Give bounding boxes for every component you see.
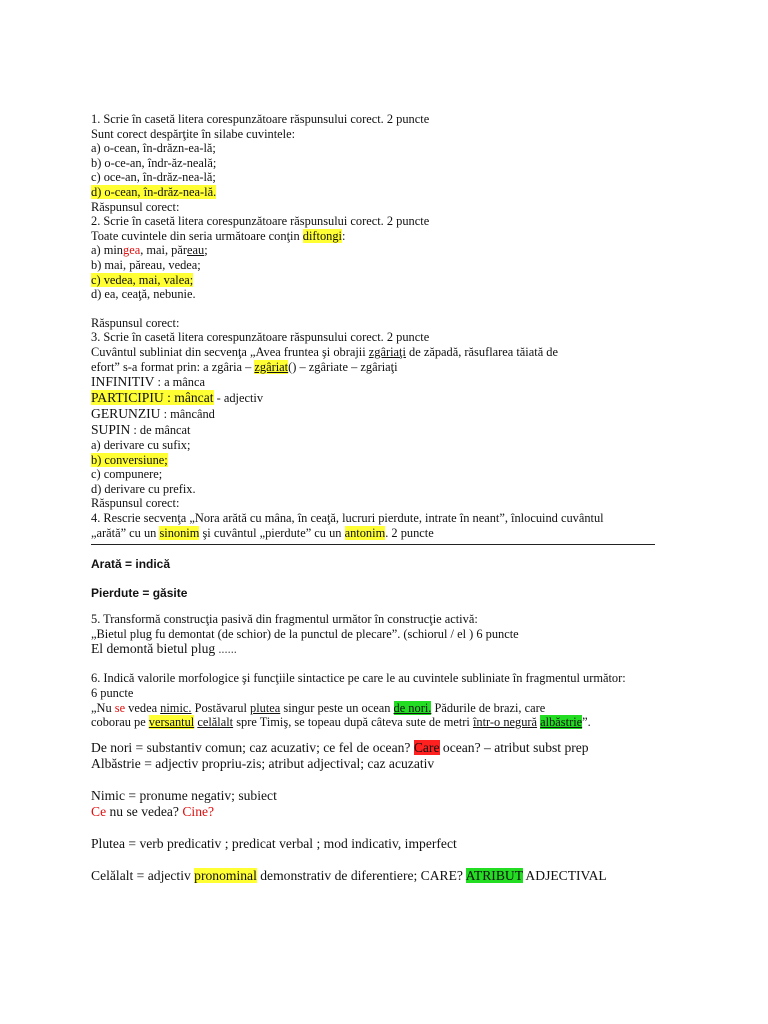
q4-sinonim-highlight: sinonim xyxy=(159,525,200,540)
q6-versantul-highlight: versantul xyxy=(148,715,195,730)
q4-line2: „arătă” cu un sinonim şi cuvântul „pierdute” cu un antonim. 2 puncte xyxy=(91,525,434,540)
q6-points: 6 puncte xyxy=(91,686,134,701)
q6-answer-plutea: Plutea = verb predicativ ; predicat verbal ; mod indicativ, imperfect xyxy=(91,835,457,851)
q3-participiu: PARTICIPIU : mâncat - adjectiv xyxy=(91,390,264,406)
q5-quote: „Bietul plug fu demontat (de schior) de la punctul de plecare”. (schiorul / el ) 6 puncte xyxy=(91,626,519,641)
q4-answer-1: Arată = indică xyxy=(91,557,171,572)
q6-atribut-highlight: ATRIBUT xyxy=(465,867,523,883)
q2-option-c xyxy=(91,273,681,288)
document-page xyxy=(91,112,681,884)
q2-answer-label: Răspunsul corect: xyxy=(91,315,180,330)
answer-divider xyxy=(91,544,655,545)
q2-option-d: d) ea, ceaţă, nebunie. xyxy=(91,287,196,302)
q3-option-c: c) compunere; xyxy=(91,467,163,482)
q1-prompt: Sunt corect despărţite în silabe cuvintele: xyxy=(91,126,296,141)
q3-underlined-word: zgâriaţi xyxy=(368,344,406,359)
q6-pronominal-highlight: pronominal xyxy=(194,867,257,883)
q6-answer-celalalt: Celălalt = adjectiv pronominal demonstrativ de diferentiere; CARE? ATRIBUT ADJECTIVAL xyxy=(91,867,607,883)
q6-answer-nimic-question: Ce nu se vedea? Cine? xyxy=(91,803,215,819)
q3-option-b-highlight: b) conversiune; xyxy=(91,452,168,467)
q2-option-c-highlight: c) vedea, mai, valea; xyxy=(91,272,194,287)
q6-care-highlight: Care xyxy=(413,739,440,755)
q4-line1: 4. Rescrie secvenţa „Nora arătă cu mâna, în ceaţă, lucruri pierdute, intrate în neant”, înlocuind cuvântul xyxy=(91,511,604,526)
q3-gerunziu: GERUNZIU : mâncând xyxy=(91,406,215,422)
q6-de-nori-highlight: de nori. xyxy=(393,700,432,715)
q6-fragment-line1: „Nu se vedea nimic. Postăvarul plutea singur peste un ocean de nori. Pădurile de brazi, care xyxy=(91,700,546,715)
q3-answer-label: Răspunsul corect: xyxy=(91,496,180,511)
q4-antonim-highlight: antonim xyxy=(344,525,386,540)
q3-line2: efort” s-a format prin: a zgâria – zgâriat() – zgâriate – zgâriaţi xyxy=(91,359,398,374)
q6-answer-de-nori: De nori = substantiv comun; caz acuzativ; ce fel de ocean? Care ocean? – atribut subst prep xyxy=(91,739,589,755)
q3-title: 3. Scrie în casetă litera corespunzătoare răspunsului corect. 2 puncte xyxy=(91,330,430,345)
q3-option-a: a) derivare cu sufix; xyxy=(91,438,191,453)
q5-title: 5. Transformă construcţia pasivă din fragmentul următor în construcţie activă: xyxy=(91,612,478,627)
q3-zgariat-highlight: zgâriat xyxy=(254,359,289,374)
q1-option-b: b) o-ce-an, îndr-ăz-neală; xyxy=(91,155,217,170)
q6-answer-albastrie: Albăstrie = adjectiv propriu-zis; atribut adjectival; caz acuzativ xyxy=(91,755,435,771)
q2-title: 2. Scrie în casetă litera corespunzătoare răspunsului corect. 2 puncte xyxy=(91,214,430,229)
q3-option-d: d) derivare cu prefix. xyxy=(91,481,196,496)
q3-supin: SUPIN : de mâncat xyxy=(91,422,191,438)
q3-infinitiv: INFINITIV : a mânca xyxy=(91,374,206,390)
q6-title: 6. Indică valorile morfologice şi funcţiile sintactice pe care le au cuvintele subliniate în fragmentul următor: xyxy=(91,671,626,686)
q1-answer-label: Răspunsul corect: xyxy=(91,199,180,214)
q2-diftongi-highlight: diftongi xyxy=(302,228,343,243)
q2-prompt: Toate cuvintele din seria următoare conţin diftongi: xyxy=(91,228,346,243)
q6-albastrie-highlight: albăstrie xyxy=(540,715,583,730)
q1-option-d xyxy=(91,185,681,200)
q4-answer-2: Pierdute = găsite xyxy=(91,586,188,601)
q2-option-b: b) mai, păreau, vedea; xyxy=(91,257,201,272)
q1-option-c: c) oce-an, în-drăz-nea-lă; xyxy=(91,170,216,185)
q6-fragment-line2: coborau pe versantul celălalt spre Timiş, se topeau după câteva sute de metri într-o negură albăstrie”. xyxy=(91,715,591,730)
q1-option-a: a) o-cean, în-drăzn-ea-lă; xyxy=(91,141,216,156)
q3-option-b xyxy=(91,453,681,468)
q1-title: 1. Scrie în casetă litera corespunzătoare răspunsului corect. 2 puncte xyxy=(91,112,430,126)
q2-option-a: a) mingea, mai, păreau; xyxy=(91,243,208,258)
q3-line1: Cuvântul subliniat din secvenţa „Avea fruntea şi obrajii zgâriaţi de zăpadă, răsuflarea tăiată de xyxy=(91,344,558,359)
q6-answer-nimic: Nimic = pronume negativ; subiect xyxy=(91,787,277,803)
q1-option-d-highlight: d) o-cean, în-drăz-nea-lă. xyxy=(91,184,217,199)
q5-answer: El demontă bietul plug ...... xyxy=(91,641,237,657)
